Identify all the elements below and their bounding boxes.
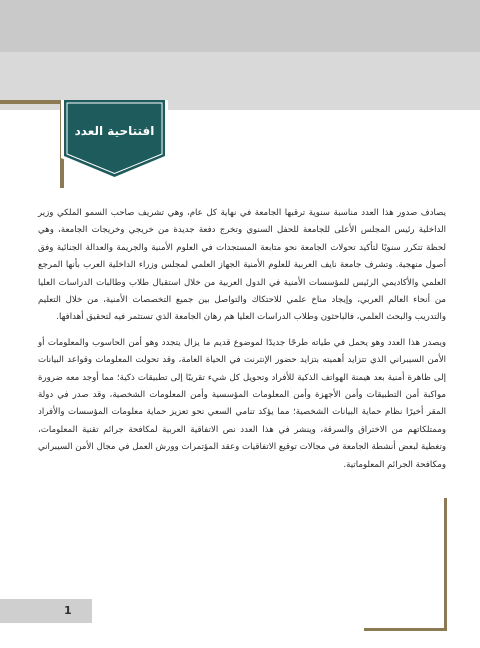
gold-accent-line xyxy=(0,100,60,104)
corner-accent-vertical xyxy=(444,498,447,630)
section-title: افتتاحية العدد xyxy=(74,124,155,138)
corner-accent-horizontal xyxy=(364,628,447,631)
editorial-body xyxy=(38,205,446,482)
paragraph: ويصدر هذا العدد وهو يحمل في طياته طرحًا جديدًا لموضوع قديم ما يزال يتجدد وهو أمن الحاسوب والمعلومات أو الأمن السيبراني الذي تتزايد أهميته بتزايد حضور الإنترنت في الحياة العامة، وقد تحولت المعلومات وقواعد البيانات إلى ظاهرة أمنية بعد هيمنة الهواتف الذكية للأفراد وتحويل كل شيء تقريبًا إلى تطبيقات ذكية؛ مما أوجد معه ضرورة مواكبة أمن التطبيقات وأمن الأجهزة وأمن المعلومات المؤسسية وأمن المعلومات الشخصية، وقد صدر في دولة المقر أخيرًا نظام حماية البيانات الشخصية؛ مما يؤكد تنامي السعي نحو تعزيز حماية معلومات المؤسسات والأفراد وممتلكاتهم من الاختراق والسرقة، وينشر في هذا العدد نص الاتفاقية العربية لمكافحة جرائم تقنية المعلومات، وتغطية لبعض أنشطة الجامعة في مجالات توقيع الاتفاقيات وعقد المؤتمرات وورش العمل في مجال الأمن السيبراني ومكافحة الجرائم المعلوماتية. xyxy=(38,337,446,470)
badge-shape xyxy=(61,100,168,180)
footer-bar xyxy=(0,599,92,623)
section-badge xyxy=(61,100,168,180)
page-number: 1 xyxy=(64,604,72,617)
paragraph: يصادف صدور هذا العدد مناسبة سنوية ترقبها الجامعة في نهاية كل عام، وهي تشريف صاحب السمو الملكي وزير الداخلية رئيس المجلس الأعلى للجامعة للحفل السنوي وتخرج دفعة جديدة من خريجي وخريجات الجامعة، وهي لحظة تتكرر سنويًا لتأكيد تحولات الجامعة نحو متابعة المستجدات في العلوم الأمنية والجريمة والعدالة الجنائية وفق أصول منهجية. وتشرف جامعة نايف العربية للعلوم الأمنية الجهاز العلمي لمجلس وزراء الداخلية العرب بأنها المرجع العلمي والأكاديمي الرئيس للمؤسسات الأمنية في الدول العربية من خلال استقبال طلاب وطالبات الدراسات العليا من أنحاء العالم العربي، وإيجاد مناخ علمي للاحتكاك والتواصل بين جميع التخصصات الأمنية، من خلال التعليم والتدريب والبحث العلمي، فالباحثون وطلاب الدراسات العليا هم رهان الجامعة الذي تستثمر فيه لتحقيق أهدافها. xyxy=(38,208,446,323)
